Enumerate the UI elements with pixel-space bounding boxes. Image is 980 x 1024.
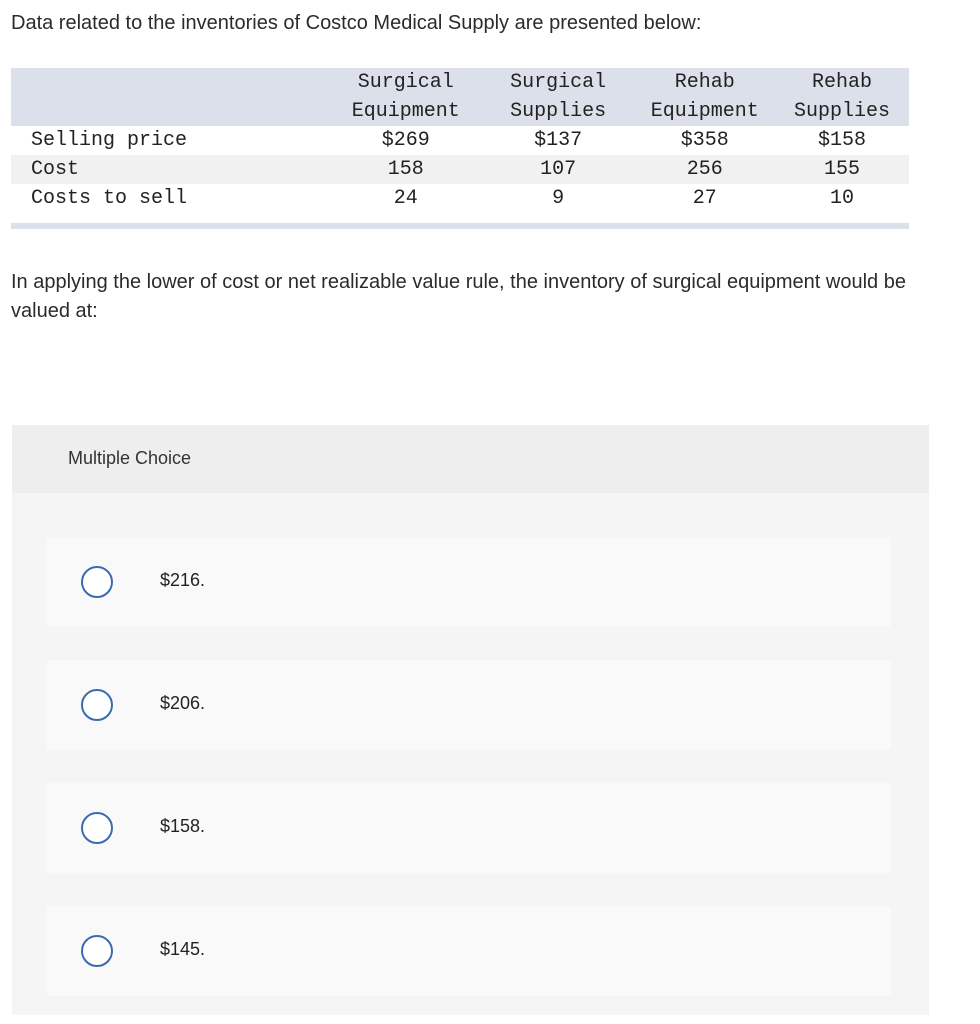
intro-text: Data related to the inventories of Costco Medical Supply are presented below: [11, 12, 702, 34]
row-label: Cost [31, 158, 80, 181]
header-line2: Equipment [650, 100, 759, 123]
question-text: In applying the lower of cost or net realizable value rule, the inventory of surgical equipment would be valued at: [11, 271, 906, 322]
table-cell: 9 [552, 187, 565, 210]
row-label: Selling price [31, 129, 188, 152]
table-cell: 10 [829, 187, 854, 210]
header-line2: Equipment [351, 100, 460, 123]
choice-option-1[interactable] [46, 537, 891, 627]
header-line2: Supplies [510, 100, 607, 123]
choice-option-3[interactable] [46, 783, 891, 873]
table-cell: 107 [540, 158, 577, 181]
header-rehab-equipment [635, 68, 775, 126]
table-cell: $358 [680, 129, 729, 152]
multiple-choice-header [12, 425, 929, 493]
header-rehab-supplies [775, 68, 909, 126]
choice-label: $145. [160, 939, 206, 959]
table-bottom-rule [11, 223, 909, 229]
choice-option-4[interactable] [46, 906, 891, 996]
multiple-choice-title: Multiple Choice [68, 448, 192, 468]
choice-label: $206. [160, 693, 206, 713]
choice-label: $216. [160, 570, 206, 590]
table-cell: 158 [387, 158, 424, 181]
row-label: Costs to sell [31, 187, 188, 210]
radio-button-icon[interactable] [81, 935, 113, 967]
header-surgical-equipment [330, 68, 482, 126]
header-line1: Surgical [510, 71, 607, 94]
header-empty-cell [11, 68, 330, 126]
table-cell: 256 [686, 158, 723, 181]
choice-option-2[interactable] [46, 660, 891, 750]
header-line1: Rehab [674, 71, 735, 94]
table-cell: $269 [381, 129, 430, 152]
table-cell: 24 [393, 187, 418, 210]
table-cell: $137 [534, 129, 583, 152]
multiple-choice-panel [12, 425, 929, 1015]
header-surgical-supplies [482, 68, 635, 126]
radio-button-icon[interactable] [81, 812, 113, 844]
header-line2: Supplies [793, 100, 890, 123]
table-cell: 27 [692, 187, 717, 210]
header-line1: Rehab [811, 71, 872, 94]
table-cell: 155 [823, 158, 860, 181]
table-row-costs-to-sell [11, 184, 909, 213]
radio-button-icon[interactable] [81, 566, 113, 598]
table-cell: $158 [817, 129, 866, 152]
header-line1: Surgical [357, 71, 454, 94]
choice-label: $158. [160, 816, 206, 836]
radio-button-icon[interactable] [81, 689, 113, 721]
table-row-selling-price [11, 126, 909, 155]
table-header-row [11, 68, 909, 126]
table-row-cost [11, 155, 909, 184]
inventory-table [11, 68, 909, 213]
